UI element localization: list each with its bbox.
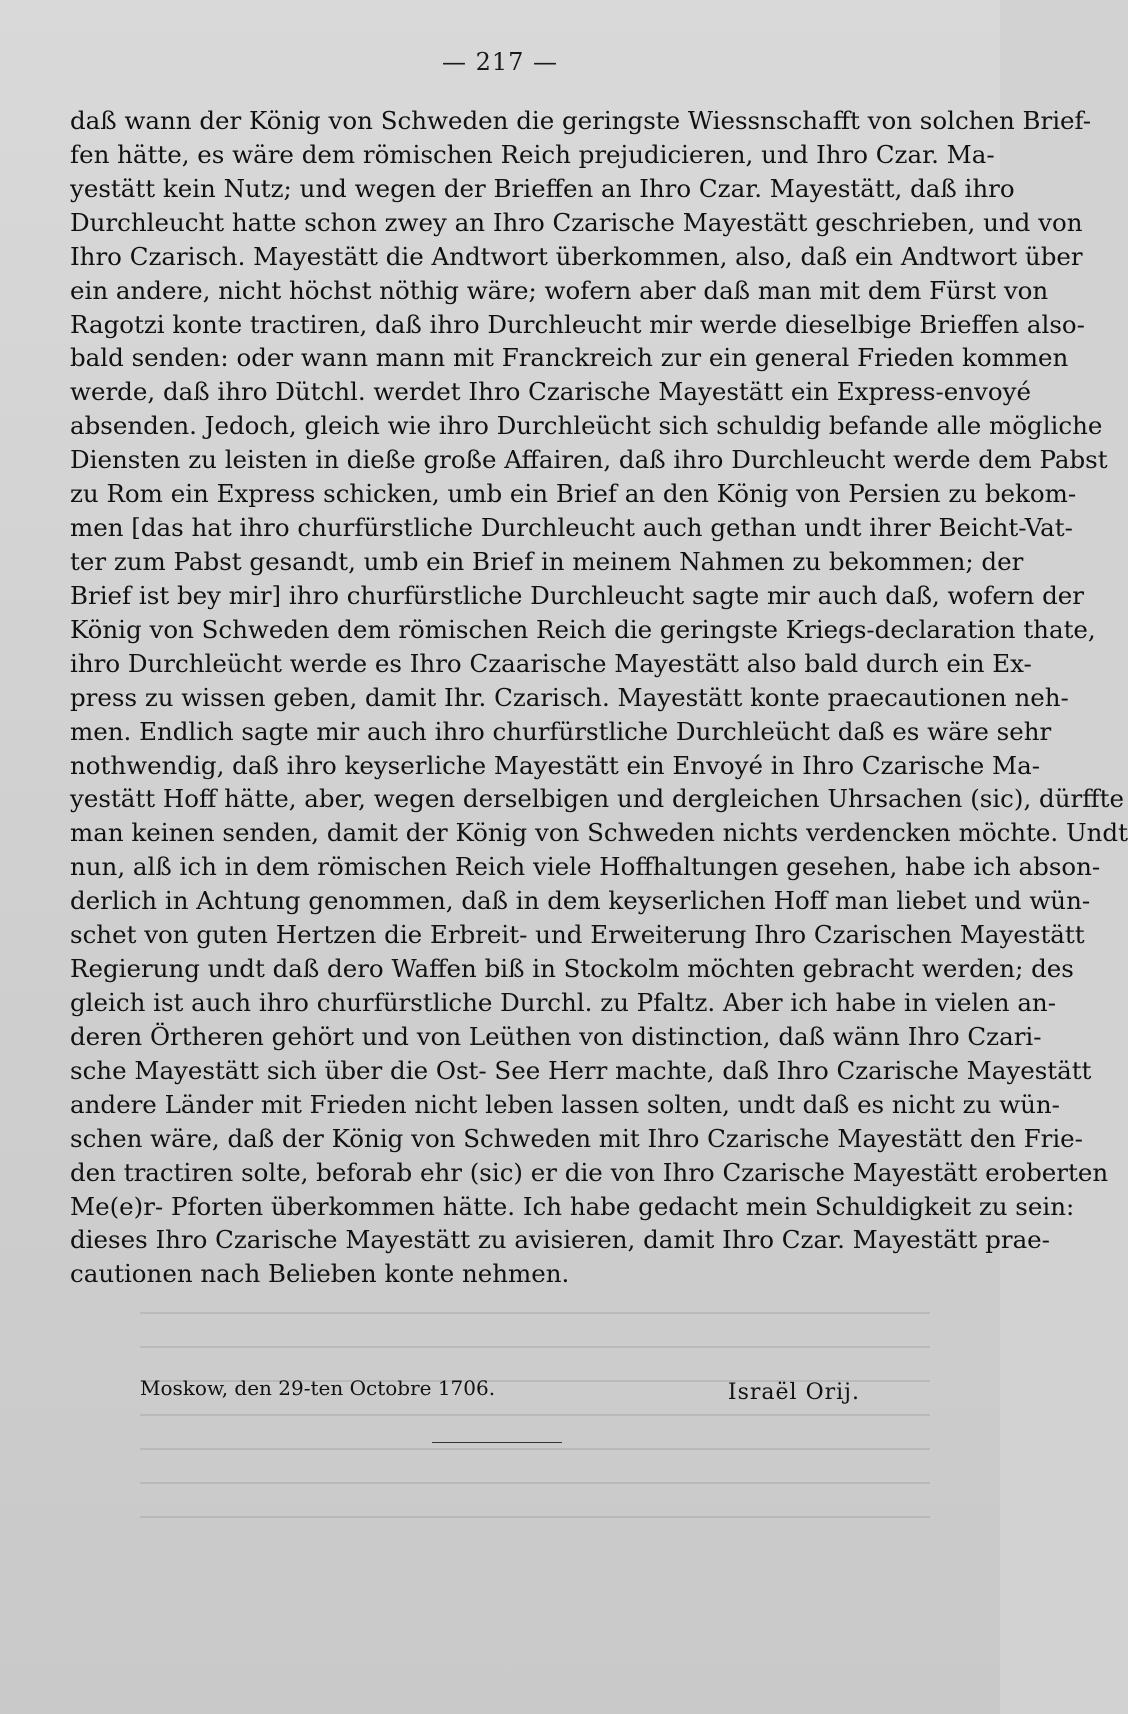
page-number: — 217 — xyxy=(441,48,559,76)
text-line: König von Schweden dem römischen Reich die geringste Kriegs-declaration thate, xyxy=(70,614,1096,644)
text-line: nothwendig, daß ihro keyserliche Mayestätt ein Envoyé in Ihro Czarische Ma- xyxy=(70,750,1040,780)
text-line: daß wann der König von Schweden die geringste Wiessnschafft von solchen Brief- xyxy=(70,106,1092,135)
text-line: yestätt kein Nutz; und wegen der Brieffen an Ihro Czar. Mayestätt, daß ihro xyxy=(70,173,1015,203)
text-line: dieses Ihro Czarische Mayestätt zu avisieren, damit Ihro Czar. Mayestätt prae- xyxy=(70,1225,1050,1255)
letter-body xyxy=(70,104,1128,1291)
letter-footer xyxy=(140,1370,860,1410)
text-line: Ihro Czarisch. Mayestätt die Andtwort überkommen, also, daß ein Andtwort über xyxy=(70,241,1083,271)
text-line: Durchleucht hatte schon zwey an Ihro Czarische Mayestätt geschrieben, und von xyxy=(70,207,1083,237)
text-line: ihro Durchleücht werde es Ihro Czaarische Mayestätt also bald durch ein Ex- xyxy=(70,648,1032,678)
text-line: zu Rom ein Express schicken, umb ein Brief an den König von Persien zu bekom- xyxy=(70,479,1077,509)
text-line: den tractiren solte, beforab ehr (sic) er die von Ihro Czarische Mayestätt eroberten xyxy=(70,1157,1109,1187)
text-line: absenden. Jedoch, gleich wie ihro Durchleücht sich schuldig befande alle mögliche xyxy=(70,411,1103,441)
text-line: gleich ist auch ihro churfürstliche Durchl. zu Pfaltz. Aber ich habe in vielen an- xyxy=(70,987,1056,1017)
signature: Israël Orij. xyxy=(727,1380,860,1405)
text-line: press zu wissen geben, damit Ihr. Czarisch. Mayestätt konte praecautionen neh- xyxy=(70,682,1069,712)
text-line: man keinen senden, damit der König von Schweden nichts verdencken möchte. Undt xyxy=(70,818,1128,848)
text-line: ein andere, nicht höchst nöthig wäre; wofern aber daß man mit dem Fürst von xyxy=(70,275,1049,305)
place-date: Moskow, den 29-ten Octobre 1706. xyxy=(140,1376,496,1400)
text-line: Regierung undt daß dero Waffen biß in Stockolm möchten gebracht werden; des xyxy=(70,954,1074,984)
text-line: yestätt Hoff hätte, aber, wegen derselbigen und dergleichen Uhrsachen (sic), dürffte xyxy=(70,784,1124,814)
text-line: andere Länder mit Frieden nicht leben lassen solten, undt daß es nicht zu wün- xyxy=(70,1089,1060,1119)
text-line: schen wäre, daß der König von Schweden mit Ihro Czarische Mayestätt den Frie- xyxy=(70,1123,1083,1153)
text-line: sche Mayestätt sich über die Ost- See Herr machte, daß Ihro Czarische Mayestätt xyxy=(70,1055,1092,1085)
text-line: cautionen nach Belieben konte nehmen. xyxy=(70,1259,570,1289)
text-line: derlich in Achtung genommen, daß in dem keyserlichen Hoff man liebet und wün- xyxy=(70,886,1091,916)
text-line: werde, daß ihro Dütchl. werdet Ihro Czarische Mayestätt ein Express-envoyé xyxy=(70,377,1031,407)
text-line: Me(e)r- Pforten überkommen hätte. Ich habe gedacht mein Schuldigkeit zu sein: xyxy=(70,1191,1075,1221)
text-line: men. Endlich sagte mir auch ihro churfürstliche Durchleücht daß es wäre sehr xyxy=(70,716,1052,746)
text-line: Diensten zu leisten in dieße große Affairen, daß ihro Durchleucht werde dem Pabst xyxy=(70,445,1108,475)
text-line: fen hätte, es wäre dem römischen Reich prejudicieren, und Ihro Czar. Ma- xyxy=(70,139,995,169)
bleed-through-texture xyxy=(140,1290,930,1540)
text-line: ter zum Pabst gesandt, umb ein Brief in meinem Nahmen zu bekommen; der xyxy=(70,546,1024,576)
text-line: nun, alß ich in dem römischen Reich viele Hoffhaltungen gesehen, habe ich abson- xyxy=(70,852,1101,882)
text-line: schet von guten Hertzen die Erbreit- und Erweiterung Ihro Czarischen Mayestätt xyxy=(70,920,1085,950)
text-line: Brief ist bey mir] ihro churfürstliche Durchleucht sagte mir auch daß, wofern der xyxy=(70,580,1084,610)
text-line: bald senden: oder wann mann mit Franckreich zur ein general Frieden kommen xyxy=(70,343,1069,373)
text-line: deren Örtheren gehört und von Leüthen von distinction, daß wänn Ihro Czari- xyxy=(70,1021,1042,1051)
text-line: men [das hat ihro churfürstliche Durchleucht auch gethan undt ihrer Beicht-Vat- xyxy=(70,513,1073,543)
text-line: Ragotzi konte tractiren, daß ihro Durchleucht mir werde dieselbige Brieffen also- xyxy=(70,309,1085,339)
horizontal-rule xyxy=(432,1442,562,1443)
